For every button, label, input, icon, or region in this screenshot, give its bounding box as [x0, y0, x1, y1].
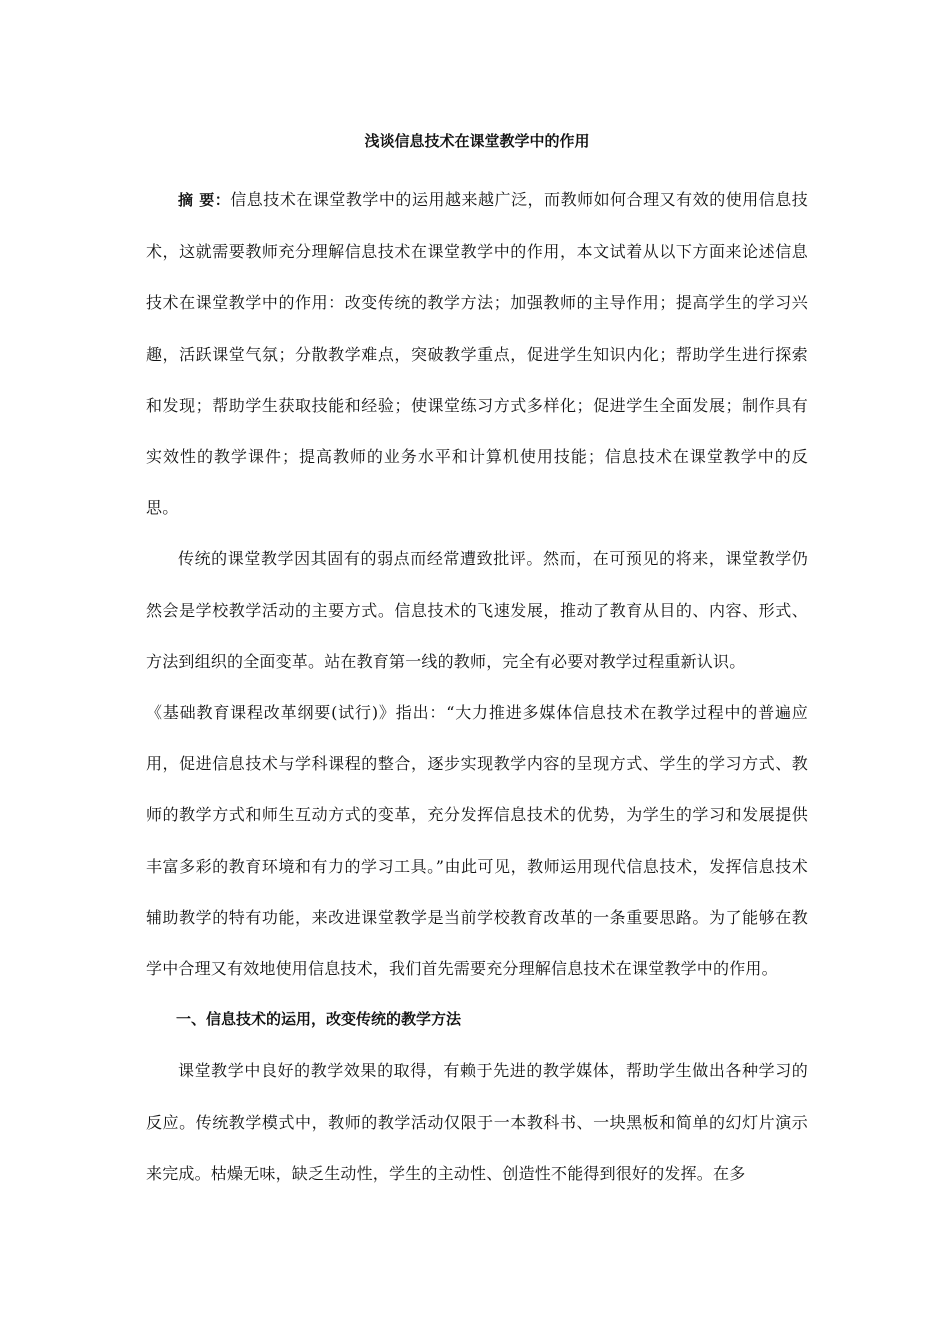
section-1-paragraph: 课堂教学中良好的教学效果的取得，有赖于先进的教学媒体，帮助学生做出各种学习的反应。传统教学模式中，教师的教学活动仅限于一本教科书、一块黑板和简单的幻灯片演示来完成。枯燥无味，缺乏生动性，学生的主动性、创造性不能得到很好的发挥。在多 — [146, 1061, 808, 1183]
document-body — [146, 126, 808, 1199]
document-title: 浅谈信息技术在课堂教学中的作用 — [364, 132, 590, 150]
body-paragraph-1: 传统的课堂教学因其固有的弱点而经常遭致批评。然而，在可预见的将来，课堂教学仍然会是学校教学活动的主要方式。信息技术的飞速发展，推动了教育从目的、内容、形式、方法到组织的全面变革。站在教育第一线的教师，完全有必要对教学过程重新认识。 — [146, 549, 808, 671]
abstract-label: 摘 要： — [178, 191, 231, 209]
body-paragraph-2: 《基础教育课程改革纲要(试行)》指出：“大力推进多媒体信息技术在教学过程中的普遍应用，促进信息技术与学科课程的整合，逐步实现教学内容的呈现方式、学生的学习方式、教师的教学方式和师生互动方式的变革，充分发挥信息技术的优势，为学生的学习和发展提供丰富多彩的教育环境和有力的学习工具。”由此可见，教师运用现代信息技术，发挥信息技术辅助教学的特有功能，来改进课堂教学是当前学校教育改革的一条重要思路。为了能够在教学中合理又有效地使用信息技术，我们首先需要充分理解信息技术在课堂教学中的作用。 — [146, 703, 808, 979]
section-1-heading: 一、信息技术的运用，改变传统的教学方法 — [176, 1010, 462, 1029]
abstract-paragraph — [146, 174, 808, 533]
abstract-text: 信息技术在课堂教学中的运用越来越广泛，而教师如何合理又有效的使用信息技术，这就需要教师充分理解信息技术在课堂教学中的作用，本文试着从以下方面来论述信息技术在课堂教学中的作用：改变传统的教学方法；加强教师的主导作用；提高学生的学习兴趣，活跃课堂气氛；分散教学难点，突破教学重点，促进学生知识内化；帮助学生进行探索和发现；帮助学生获取技能和经验；使课堂练习方式多样化；促进学生全面发展；制作具有实效性的教学课件；提高教师的业务水平和计算机使用技能；信息技术在课堂教学中的反思。 — [146, 190, 808, 518]
